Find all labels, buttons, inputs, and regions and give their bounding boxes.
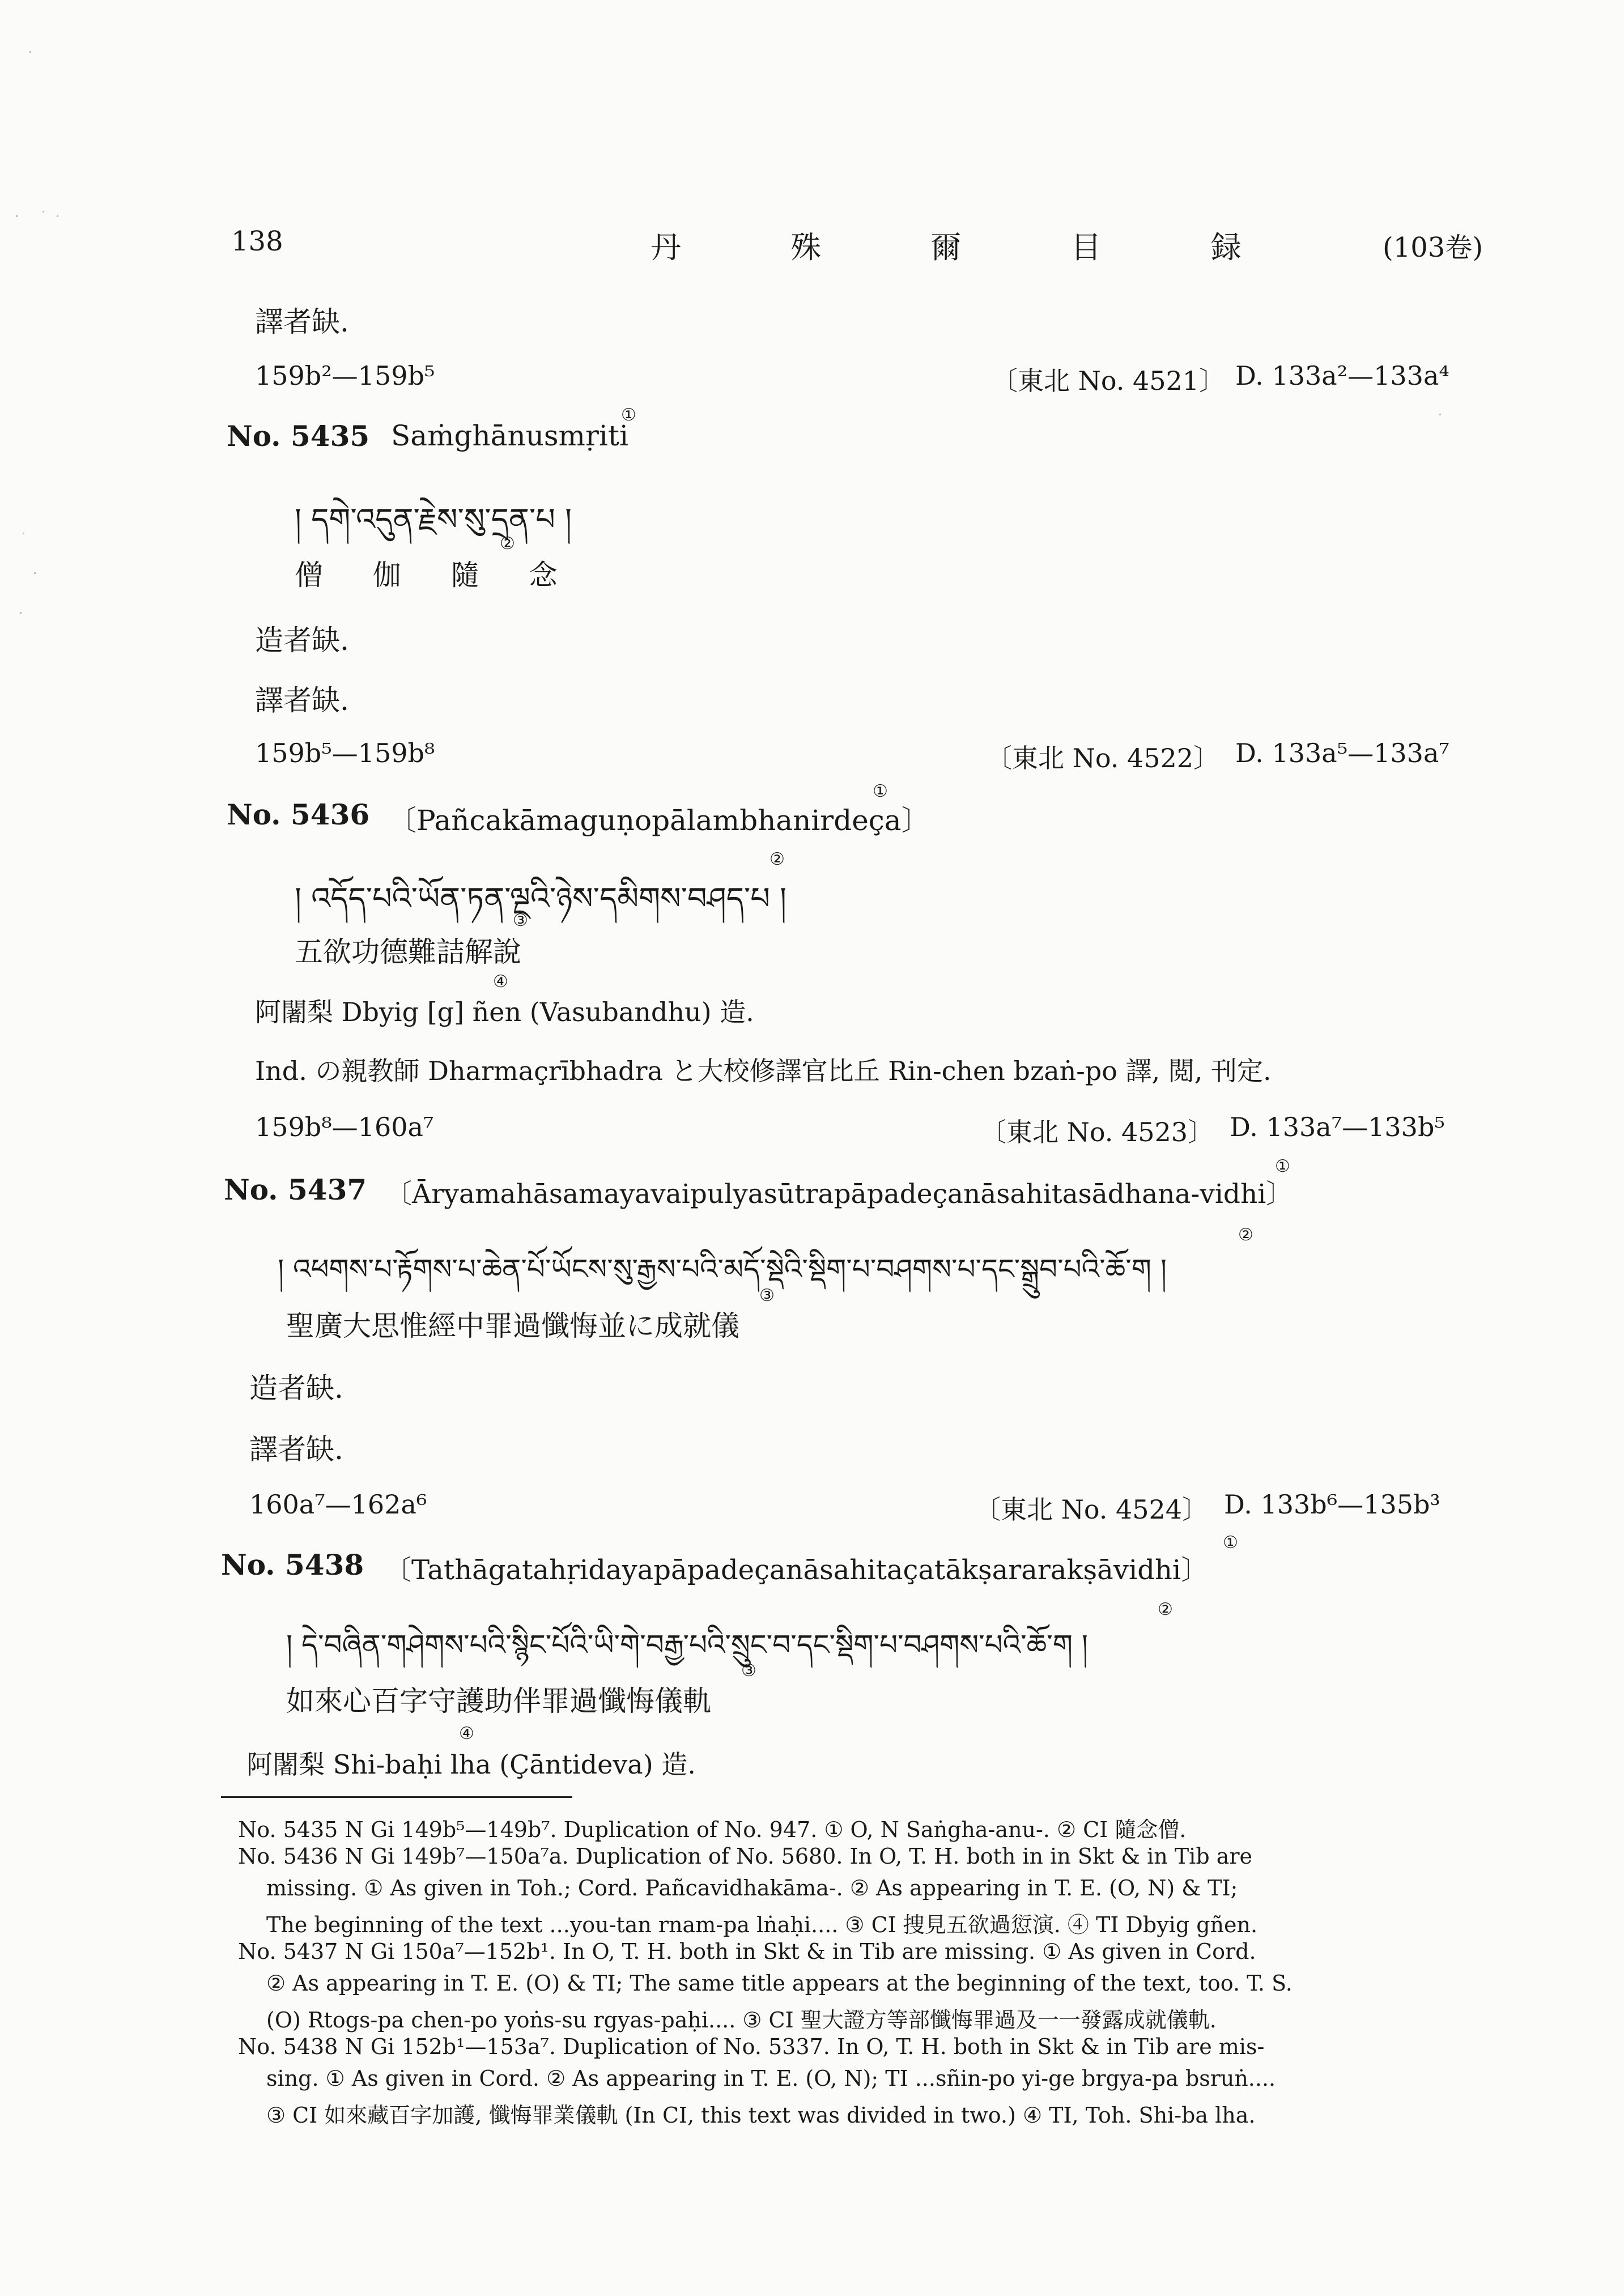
sanskrit-title: 〔Pañcakāmaguṇopālambhanirdeça〕 [388,804,930,837]
page-title: 丹 殊 爾 目 録 [651,229,1291,265]
note-marker: ② [1158,1600,1173,1619]
chinese-title: 僧 伽 隨 念 [295,559,578,592]
translator-line: 譯者缺. [249,1433,343,1466]
author-line: 造者缺. [255,624,349,657]
derge-ref: D. 133b⁶—135b³ [1224,1489,1440,1520]
page-range: 159b⁵—159b⁸ [255,738,435,768]
page-range: 159b⁸—160a⁷ [255,1112,434,1142]
footnote-line: sing. ① As given in Cord. ② As appearing in T. E. (O, N); TI ...sñin-po yi-ge brgya-pa bsruṅ.... [266,2066,1276,2091]
footnote-line: The beginning of the text ...you-tan rnam-pa lṅaḥi.... ③ CI 捜見五欲過愆演. ④ TI Dbyig gñen. [266,1912,1258,1937]
footnote-line: No. 5437 N Gi 150a⁷—152b¹. In O, T. H. both in Skt & in Tib are missing. ① As given in Cord. [238,1939,1256,1964]
note-marker: ③ [741,1661,756,1681]
note-marker: ① [1223,1533,1238,1553]
derge-ref: D. 133a⁷—133b⁵ [1230,1112,1445,1142]
translator-line: 譯者缺. [255,684,349,717]
derge-ref: D. 133a⁵—133a⁷ [1235,738,1449,768]
note-marker: ③ [759,1286,775,1306]
tohoku-ref: 〔東北 No. 4521〕 [992,365,1226,396]
tibetan-title: ། དེ་བཞིན་གཤེགས་པའི་སྙིང་པོའི་ཡི་གེ་བརྒྱ་པའི་སྲུང་བ་དང་སྡིག་པ་བཤགས་པའི་ཆོ་ག ། [286,1629,1088,1661]
note-marker: ② [770,849,785,869]
footnote-line: missing. ① As given in Toh.; Cord. Pañcavidhakāma-. ② As appearing in T. E. (O, N) & TI; [266,1876,1238,1900]
tibetan-title: ། འདོད་པའི་ཡོན་ཏན་ལྔའི་ཉེས་དམིགས་བཤད་པ ། [295,881,787,916]
author-line: 阿闍梨 Shi-baḥi lha (Çāntideva) 造. [246,1749,696,1780]
sanskrit-title: Saṁghānusmṛiti [391,419,628,452]
note-marker: ① [621,405,636,425]
footnote-line: (O) Rtogs-pa chen-po yoṅs-su rgyas-paḥi.... ③ CI 聖大證方等部懺悔罪過及一一發露成就儀軌. [266,2008,1217,2033]
note-marker: ③ [513,911,528,930]
tibetan-title: ། འཕགས་པ་རྟོགས་པ་ཆེན་པོ་ཡོངས་སུ་རྒྱས་པའི་མདོ་སྡེའི་སྡིག་པ་བཤགས་པ་དང་སྒྲུབ་པའི་ཆོ་ག ། [278,1253,1167,1286]
footnote-rule [221,1796,572,1798]
sanskrit-title: 〔Tathāgatahṛidayapāpadeçanāsahitaçatākṣararakṣāvidhi〕 [384,1554,1209,1586]
note-marker: ① [1275,1156,1290,1176]
entry-number: No. 5437 [224,1173,367,1206]
note-marker: ④ [493,972,508,992]
chinese-title: 五欲功德難詰解說 [295,936,521,968]
volume-label: (103卷) [1383,232,1483,263]
footnote-line: ② As appearing in T. E. (O) & TI; The same title appears at the beginning of the text, too. T. S. [266,1971,1293,1996]
footnote-line: No. 5436 N Gi 149b⁷—150a⁷a. Duplication of No. 5680. In O, T. H. both in in Skt & in Tib are [238,1844,1253,1869]
author-line: 造者缺. [249,1372,343,1405]
note-marker: ① [873,781,888,801]
chinese-title: 聖廣大思惟經中罪過懺悔並に成就儀 [286,1309,739,1342]
entry-number: No. 5436 [227,798,370,831]
page-range: 160a⁷—162a⁶ [249,1489,427,1520]
note-marker: ④ [459,1724,474,1744]
tohoku-ref: 〔東北 No. 4522〕 [986,743,1220,773]
tohoku-ref: 〔東北 No. 4523〕 [980,1117,1214,1147]
sanskrit-title: 〔Āryamahāsamayavaipulyasūtrapāpadeçanāsahitasādhana-vidhi〕 [385,1179,1293,1210]
tibetan-title: ། དགེ་འདུན་རྗེས་སུ་དྲན་པ ། [295,501,572,537]
translator-line: 譯者缺. [255,305,349,338]
footnote-line: ③ CI 如來藏百字加護, 懺悔罪業儀軌 (In CI, this text was divided in two.) ④ TI, Toh. Shi-ba lha. [266,2103,1256,2128]
note-marker: ② [1238,1225,1253,1245]
tohoku-ref: 〔東北 No. 4524〕 [975,1494,1209,1525]
footnote-line: No. 5438 N Gi 152b¹—153a⁷. Duplication of No. 5337. In O, T. H. both in Skt & in Tib are mis- [238,2034,1265,2059]
translator-line: Ind. の親教師 Dharmaçrībhadra と大校修譯官比丘 Rin-chen bzaṅ-po 譯, 閲, 刊定. [255,1056,1272,1086]
entry-number: No. 5438 [221,1548,364,1581]
page-range: 159b²—159b⁵ [255,360,435,391]
entry-number: No. 5435 [227,419,370,453]
note-marker: ② [500,534,515,554]
author-line: 阿闍梨 Dbyig [g] ñen (Vasubandhu) 造. [255,997,754,1027]
page-number: 138 [231,226,283,257]
chinese-title: 如來心百字守護助伴罪過懺悔儀軌 [286,1685,711,1717]
derge-ref: D. 133a²—133a⁴ [1235,360,1449,391]
footnote-line: No. 5435 N Gi 149b⁵—149b⁷. Duplication of No. 947. ① O, N Saṅgha-anu-. ② CI 隨念僧. [238,1817,1187,1842]
